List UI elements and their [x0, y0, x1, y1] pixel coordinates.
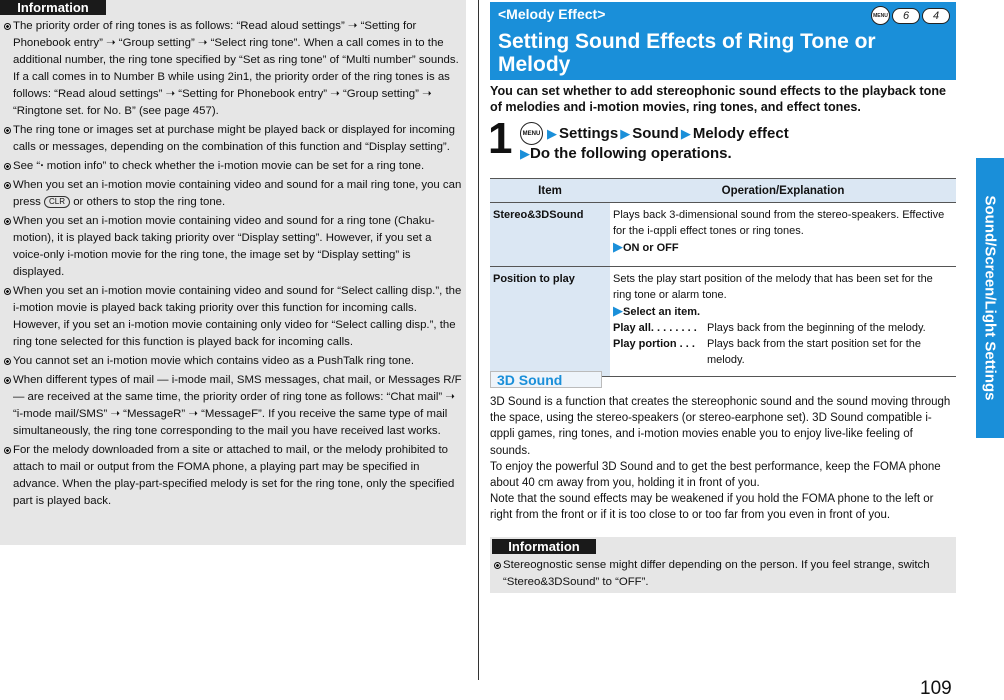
clr-key-icon: CLR [44, 196, 70, 208]
step-item: Settings [559, 125, 619, 142]
paragraph: To enjoy the powerful 3D Sound and to get the best performance, keep the FOMA phone about 40 cm away from you, holding it in front of you. [490, 460, 941, 490]
motion-info-icon: ꞏ [40, 160, 44, 172]
chapter-side-tab [976, 158, 1004, 438]
info-bullet: When different types of mail — i-mode mail, SMS messages, chat mail, or Messages R/F — are received at the same time, the priority order of ring tone as follows: “Chat mail” ➝ “i-mode mail/SMS” ➝ “MessageR” ➝ “MessageF”. If you receive the same type of mail simultaneously, the ring tone corresponding to the mail you have received last works. [4, 372, 462, 440]
info-bullet: For the melody downloaded from a site or attached to mail, or the melody prohibited to attach to mail or output from the FOMA phone, a playing part may be specified in advance. When the play-part-specified melody is set for the ring tone, only the specified part is played back. [4, 442, 462, 510]
operation-table [490, 178, 956, 377]
table-header-operation: Operation/Explanation [610, 179, 956, 203]
info-bullet: When you set an i-motion movie containing video and sound for a ring tone (Chaku-motion), it is played back taking priority over “Display setting”. However, if you set a voice-only i-motion movie for the ring tone, the image set by “Display setting” is displayed. [4, 213, 462, 281]
header-subtitle: <Melody Effect> [498, 6, 606, 22]
arrow-right-icon: ▶ [520, 146, 530, 161]
page-number: 109 [920, 678, 952, 699]
info-bullet: When you set an i-motion movie containing video and sound for a mail ring tone, you can press CLR or others to stop the ring tone. [4, 177, 462, 211]
row-item: Position to play [490, 267, 610, 377]
table-row [490, 203, 956, 267]
page-title: Setting Sound Effects of Ring Tone or Melody [498, 30, 876, 76]
step-item: Sound [632, 125, 679, 142]
info-bullet: The priority order of ring tones is as follows: “Read aloud settings” ➝ “Setting for Phonebook entry” ➝ “Group setting” ➝ “Select ring tone”. When a call comes in to the additional number, the ring tone specified by “Set as ring tone” of “Multi number” sounds. If a call comes in to Number B while using 2in1, the priority order of the ring tones is as follows: “Read aloud settings” ➝ “Setting for Phonebook entry” ➝ “Group setting” ➝ “Ringtone set. for No. B” (see page 457). [4, 18, 462, 120]
information-tag: Information [0, 0, 106, 15]
menu-key-icon: MENU [871, 6, 890, 25]
table-row [490, 267, 956, 377]
information-panel-right [490, 537, 956, 593]
step-instructions [520, 122, 789, 145]
arrow-right-icon: ▶ [613, 303, 623, 318]
table-header-item: Item [490, 179, 610, 203]
info-bullet: See “ꞏ motion info” to check whether the i-motion movie can be set for a ring tone. [4, 158, 462, 175]
information-tag: Information [492, 539, 596, 554]
row-item: Stereo&3DSound [490, 203, 610, 267]
key-6-icon: 6 [892, 8, 920, 24]
information-panel-left [0, 0, 466, 545]
menu-shortcut [871, 6, 950, 25]
arrow-right-icon: ▶ [547, 125, 557, 141]
info-bullet: Stereognostic sense might differ depending on the person. If you feel strange, switch “Stereo&3DSound” to “OFF”. [494, 557, 959, 591]
step-number: 1 [488, 114, 513, 163]
key-4-icon: 4 [922, 8, 950, 24]
step-item: Melody effect [692, 125, 789, 142]
section-tag-3d-sound: 3D Sound [490, 371, 602, 388]
column-divider [478, 0, 479, 680]
intro-text: You can set whether to add stereophonic sound effects to the playback tone of melodies and i-motion movies, ring tones, and effect tones. [490, 84, 947, 114]
menu-key-icon: MENU [520, 122, 543, 145]
info-bullet: The ring tone or images set at purchase might be played back or displayed for incoming calls or messages, depending on the combination of this function and “Display setting”. [4, 122, 462, 156]
paragraph: 3D Sound is a function that creates the stereophonic sound and the sound moving through the space, using the stereo-speakers (or stereo-earphone set). 3D Sound compatible i-αppli games, ring tones, and i-motion movies enable you to enjoy live-like feeling of sounds. [490, 396, 951, 457]
info-bullet: You cannot set an i-motion movie which contains video as a PushTalk ring tone. [4, 353, 462, 370]
chapter-label: Sound/Screen/Light Settings [981, 195, 999, 401]
row-explanation: Plays back 3-dimensional sound from the stereo-speakers. Effective for the i-αppli effect tones or ring tones. ▶ON or OFF [610, 203, 956, 267]
arrow-right-icon: ▶ [613, 239, 623, 254]
section-header [490, 2, 956, 80]
arrow-right-icon: ▶ [620, 125, 631, 141]
row-explanation: Sets the play start position of the melody that has been set for the ring tone or alarm tone. ▶Select an item. Play all. . . . . . . . Plays back from the beginning of the melody. Play portion . . . Plays back from the start position set for the melody. [610, 267, 956, 377]
step-line-2: ▶Do the following operations. [520, 145, 732, 162]
information-list [4, 18, 462, 512]
arrow-right-icon: ▶ [680, 125, 691, 141]
section-body [490, 394, 956, 524]
info-bullet: When you set an i-motion movie containing video and sound for “Select calling disp.”, the i-motion movie is played back taking priority over this function for incoming calls. However, if you set an i-motion movie containing only video for “Select calling disp.”, the ring tone selected for this function is played back for incoming calls. [4, 283, 462, 351]
paragraph: Note that the sound effects may be weakened if you hold the FOMA phone to the left or right from the front or if it is too close to or too far from you even in front of you. [490, 493, 934, 522]
